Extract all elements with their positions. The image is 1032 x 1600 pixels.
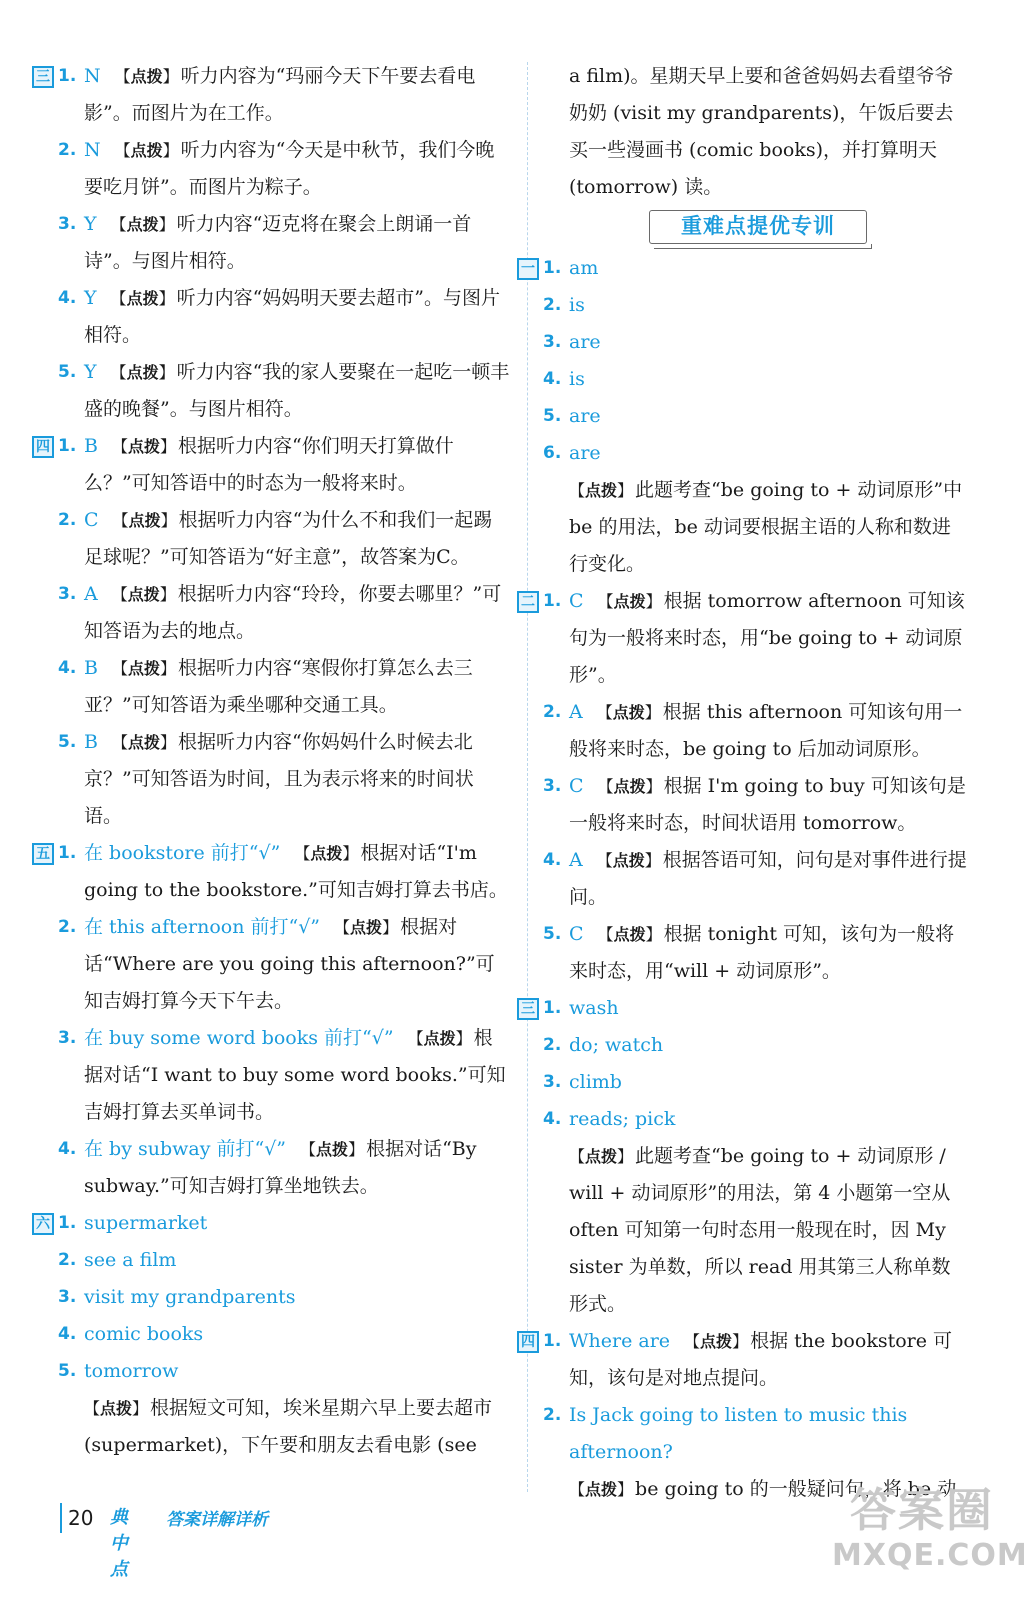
brand-subtitle: 答案详解详析 [166, 1510, 268, 1530]
section-marker-1: 一 [517, 258, 539, 280]
answer-item [543, 768, 968, 842]
item-number: 5. [58, 1361, 77, 1381]
explanation: 根据 tonight 可知，该句为一般将来时态，用“will + 动词原形”。 [569, 923, 955, 982]
answer: A [569, 701, 583, 723]
item-number: 4. [58, 658, 77, 678]
hint-tag: 【 点拨 】 [112, 428, 176, 465]
answer: comic books [84, 1323, 204, 1345]
explanation: 听力内容为“玛丽今天下午要去看电影”。而图片为在工作。 [84, 65, 476, 124]
hint-tag: 【 点拨 】 [569, 472, 633, 509]
item-number: 3. [58, 1287, 77, 1307]
answer: 在 this afternoon 前打“√” [84, 916, 321, 938]
item-number: 3. [543, 332, 562, 352]
item-number: 1. [58, 843, 77, 863]
note-text: 根据短文可知，埃米星期六早上要去超市 (supermarket)，下午要和朋友去看电影 (see [84, 1397, 493, 1456]
explanation: 根据对话“Where are you going this afternoon?”可知吉姆打算今天下午去。 [84, 916, 495, 1012]
hint-tag: 【 点拨 】 [300, 1131, 364, 1168]
answer: see a film [84, 1249, 177, 1271]
answer-item [543, 916, 968, 990]
answer-item [521, 583, 968, 694]
answer: climb [569, 1071, 622, 1093]
explanation: 根据听力内容“寒假你打算怎么去三亚？”可知答语为乘坐哪种交通工具。 [84, 657, 473, 716]
answer: A [84, 583, 98, 605]
answer-item [58, 502, 510, 576]
hint-tag: 【 点拨 】 [597, 842, 661, 879]
answer: Where are [569, 1330, 671, 1352]
page-number: 20 [60, 1503, 93, 1533]
answer-item [521, 1323, 968, 1397]
answer: N [84, 65, 101, 87]
answer-item [543, 287, 968, 324]
item-number: 2. [543, 1035, 562, 1055]
note-text: 此题考查“be going to + 动词原形”中 be 的用法，be 动词要根据主语的人称和数进行变化。 [569, 479, 963, 575]
answer: Y [84, 287, 97, 309]
answer-item [36, 1205, 510, 1242]
answer-item [58, 1020, 510, 1131]
hint-tag: 【 点拨 】 [112, 650, 176, 687]
answer: is [569, 368, 585, 390]
item-number: 1. [543, 1331, 562, 1351]
answer: are [569, 442, 601, 464]
answer: visit my grandparents [84, 1286, 296, 1308]
hint-tag: 【 点拨 】 [115, 58, 179, 95]
section-marker-3: 三 [32, 66, 54, 88]
left-column [36, 58, 510, 1464]
item-number: 3. [58, 1028, 77, 1048]
hint-tag: 【 点拨 】 [598, 916, 662, 953]
item-number: 4. [543, 1109, 562, 1129]
answer: are [569, 331, 601, 353]
answer-item [521, 990, 968, 1027]
watermark [832, 1482, 1028, 1587]
item-number: 3. [543, 776, 562, 796]
answer: 在 bookstore 前打“√” [84, 842, 281, 864]
section-marker-4: 四 [517, 1331, 539, 1353]
item-number: 3. [58, 214, 77, 234]
answer: C [569, 590, 584, 612]
hint-tag: 【 点拨 】 [84, 1390, 148, 1427]
answer-item [58, 909, 510, 1020]
note-text: 此题考查“be going to + 动词原形 / will + 动词原形”的用法，第 4 小题第一空从 often 可知第一句时态用一般现在时，因 My sister 为单数，所以 read 用其第三人称单数形式。 [569, 1145, 951, 1315]
explanation: 根据 the bookstore 可知，该句是对地点提问。 [569, 1330, 953, 1389]
section-note [543, 1138, 968, 1323]
item-number: 1. [58, 436, 77, 456]
answer: 在 buy some word books 前打“√” [84, 1027, 394, 1049]
hint-tag: 【 点拨 】 [113, 502, 177, 539]
hint-tag: 【 点拨 】 [598, 768, 662, 805]
item-number: 5. [58, 362, 77, 382]
item-number: 2. [58, 1250, 77, 1270]
item-number: 4. [58, 1139, 77, 1159]
continued-text: a film)。星期天早上要和爸爸妈妈去看望爷爷奶奶 (visit my grandparents)，午饭后要去买一些漫画书 (comic books)，并打算明天 (tomorrow) 读。 [569, 65, 954, 198]
answer: do; watch [569, 1034, 664, 1056]
answer-item [543, 398, 968, 435]
answer-item [543, 1064, 968, 1101]
answer: 在 by subway 前打“√” [84, 1138, 287, 1160]
item-number: 1. [543, 998, 562, 1018]
explanation: 根据 tomorrow afternoon 可知该句为一般将来时态，用“be going to + 动词原形”。 [569, 590, 965, 686]
section-note [58, 1390, 510, 1464]
explanation: 听力内容“妈妈明天要去超市”。与图片相符。 [84, 287, 501, 346]
explanation: 根据对话“By subway.”可知吉姆打算坐地铁去。 [84, 1138, 477, 1197]
hint-tag: 【 点拨 】 [598, 583, 662, 620]
explanation: 听力内容“迈克将在聚会上朗诵一首诗”。与图片相符。 [84, 213, 472, 272]
explanation: 根据答语可知，问句是对事件进行提问。 [569, 849, 967, 908]
hint-tag: 【 点拨 】 [569, 1138, 633, 1175]
section-marker-3: 三 [517, 998, 539, 1020]
explanation: 听力内容“我的家人要聚在一起吃一顿丰盛的晚餐”。与图片相符。 [84, 361, 510, 420]
answer: A [569, 849, 583, 871]
answer: C [569, 775, 584, 797]
answer-item [58, 132, 510, 206]
explanation: 根据对话“I'm going to the bookstore.”可知吉姆打算去书店。 [84, 842, 508, 901]
explanation: 根据听力内容“你们明天打算做什么？”可知答语中的时态为一般将来时。 [84, 435, 454, 494]
item-number: 1. [58, 1213, 77, 1233]
item-number: 2. [58, 140, 77, 160]
item-number: 1. [543, 258, 562, 278]
answer: Is Jack going to listen to music this afternoon? [569, 1404, 908, 1463]
item-number: 3. [543, 1072, 562, 1092]
answer-item [543, 435, 968, 472]
section-marker-4: 四 [32, 436, 54, 458]
explanation: 根据对话“I want to buy some word books.”可知吉姆打算去买单词书。 [84, 1027, 506, 1123]
answer-item [58, 650, 510, 724]
answer: C [569, 923, 584, 945]
item-number: 5. [543, 924, 562, 944]
answer-item [58, 354, 510, 428]
answer: B [84, 731, 98, 753]
answer-item [543, 1101, 968, 1138]
hint-tag: 【 点拨 】 [569, 1471, 633, 1508]
answer-item [543, 842, 968, 916]
item-number: 2. [543, 295, 562, 315]
answer: is [569, 294, 585, 316]
item-number: 6. [543, 443, 562, 463]
explanation: 根据 I'm going to buy 可知该句是一般将来时态，时间状语用 tomorrow。 [569, 775, 966, 834]
item-number: 5. [58, 732, 77, 752]
answer-item [521, 250, 968, 287]
item-number: 2. [543, 702, 562, 722]
explanation: 根据 this afternoon 可知该句用一般将来时态，be going to 后加动词原形。 [569, 701, 963, 760]
answer-item [58, 1353, 510, 1390]
hint-tag: 【 点拨 】 [684, 1323, 748, 1360]
item-number: 2. [58, 510, 77, 530]
item-number: 1. [58, 66, 77, 86]
answer: am [569, 257, 599, 279]
item-number: 2. [543, 1405, 562, 1425]
section-marker-2: 二 [517, 591, 539, 613]
answer: are [569, 405, 601, 427]
answer: N [84, 139, 101, 161]
answer-item [58, 1316, 510, 1353]
hint-tag: 【 点拨 】 [111, 280, 175, 317]
hint-tag: 【 点拨 】 [111, 206, 175, 243]
answer: reads; pick [569, 1108, 676, 1130]
watermark-line-1: 答案圈 [850, 1483, 994, 1537]
item-number: 4. [543, 369, 562, 389]
hint-tag: 【 点拨 】 [111, 354, 175, 391]
answer-item [58, 724, 510, 835]
item-number: 4. [58, 1324, 77, 1344]
answer: Y [84, 213, 97, 235]
item-number: 4. [58, 288, 77, 308]
item-number: 4. [543, 850, 562, 870]
hint-tag: 【 点拨 】 [115, 132, 179, 169]
hint-tag: 【 点拨 】 [597, 694, 661, 731]
answer: tomorrow [84, 1360, 179, 1382]
item-number: 5. [543, 406, 562, 426]
section-marker-5: 五 [32, 843, 54, 865]
answer: B [84, 435, 98, 457]
item-number: 1. [543, 591, 562, 611]
answer-item [543, 324, 968, 361]
item-number: 2. [58, 917, 77, 937]
answer: wash [569, 997, 619, 1019]
answer-item [36, 428, 510, 502]
answer-item [36, 835, 510, 909]
answer-item [58, 1131, 510, 1205]
answer: B [84, 657, 98, 679]
answer-item [543, 361, 968, 398]
hint-tag: 【 点拨 】 [112, 576, 176, 613]
answer: supermarket [84, 1212, 208, 1234]
explanation: 根据听力内容“为什么不和我们一起踢足球呢？”可知答语为“好主意”，故答案为C。 [84, 509, 493, 568]
answer-item [36, 58, 510, 132]
explanation: 听力内容为“今天是中秋节，我们今晚要吃月饼”。而图片为粽子。 [84, 139, 495, 198]
hint-tag: 【 点拨 】 [112, 724, 176, 761]
right-column [521, 58, 968, 1508]
answer-item [58, 1242, 510, 1279]
hint-tag: 【 点拨 】 [294, 835, 358, 872]
brand-logo: 典中点 [110, 1507, 128, 1580]
watermark-line-2: MXQE.COM [832, 1538, 1028, 1573]
answer: Y [84, 361, 97, 383]
item-number: 3. [58, 584, 77, 604]
note-text: be going to 的一般疑问句，将 be 动 [635, 1478, 957, 1500]
answer-item [543, 1027, 968, 1064]
explanation: 根据听力内容“你妈妈什么时候去北京？”可知答语为时间，且为表示将来的时间状语。 [84, 731, 474, 827]
section-marker-6: 六 [32, 1213, 54, 1235]
answer-item [58, 280, 510, 354]
section-banner: 重难点提优专训 [649, 210, 867, 244]
section-note [543, 472, 968, 583]
answer-item [58, 206, 510, 280]
answer-item [58, 576, 510, 650]
explanation: 根据听力内容“玲玲，你要去哪里？”可知答语为去的地点。 [84, 583, 502, 642]
answer-item [58, 1279, 510, 1316]
answer: C [84, 509, 99, 531]
hint-tag: 【 点拨 】 [334, 909, 398, 946]
hint-tag: 【 点拨 】 [408, 1020, 472, 1057]
answer-item [543, 694, 968, 768]
answer-item [543, 1397, 968, 1471]
